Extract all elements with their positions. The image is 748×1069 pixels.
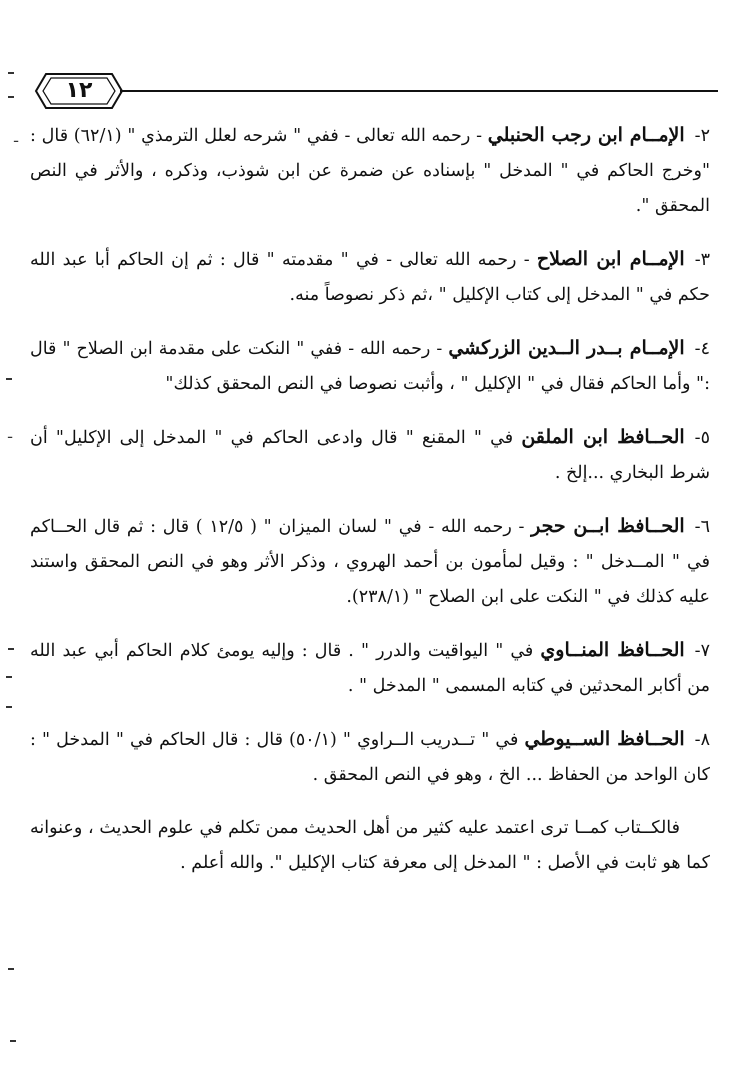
margin-mark bbox=[8, 968, 14, 970]
margin-mark bbox=[6, 378, 12, 380]
citation-paragraph-4 bbox=[30, 331, 710, 402]
item-number: ٧- bbox=[694, 641, 710, 661]
scholar-name: الحــافظ ابــن حجر bbox=[531, 515, 685, 537]
scholar-name: الحــافظ المنــاوي bbox=[540, 639, 685, 661]
citation-paragraph-6 bbox=[30, 509, 710, 615]
paragraph-text: في " اليواقيت والدرر " . قال : وإليه يومئ كلام الحاكم أبي عبد الله من أكابر المحدثين في كتابه المسمى " المدخل " . bbox=[30, 641, 710, 696]
page-content bbox=[30, 118, 710, 881]
item-number: ٣- bbox=[694, 250, 711, 270]
margin-mark bbox=[6, 676, 12, 678]
paragraph-text: - رحمه الله تعالى - ففي " شرحه لعلل الترمذي " (٦٢/١) قال : "وخرج الحاكم في " المدخل " بإسناده عن ضمرة عن ابن شوذب، وذكره ، والأثر في النص المحقق ". bbox=[30, 126, 710, 216]
item-number: ٢- bbox=[694, 126, 710, 146]
scholar-name: الحــافظ ابن الملقن bbox=[521, 426, 685, 448]
paragraph-text: - رحمه الله تعالى - في " مقدمته " قال : ثم إن الحاكم أبا عبد الله حكم في " المدخل إلى كتاب الإكليل " ،ثم ذكر نصوصاً منه. bbox=[30, 250, 710, 305]
header-rule bbox=[120, 90, 718, 92]
citation-paragraph-3 bbox=[30, 242, 710, 313]
margin-mark bbox=[8, 96, 14, 98]
conclusion-paragraph: فالكــتاب كمــا ترى اعتمد عليه كثير من أهل الحديث ممن تكلم في علوم الحديث ، وعنوانه كما هو ثابت في الأصل : " المدخل إلى معرفة كتاب الإكليل ". والله أعلم . bbox=[30, 818, 710, 873]
citation-paragraph-8 bbox=[30, 722, 710, 793]
paragraph-text: - رحمه الله - في " لسان الميزان " ( ١٢/٥ ) قال : ثم قال الحــاكم في " المــدخل " : وقيل لمأمون بن أحمد الهروي ، وذكر الأثر وهو في النص المحقق واستند عليه كذلك في " النكت على ابن الصلاح " (٢٣٨/١). bbox=[30, 517, 710, 607]
margin-mark bbox=[8, 648, 14, 650]
item-number: ٥- bbox=[694, 428, 710, 448]
paragraph-text: - رحمه الله - ففي " النكت على مقدمة ابن الصلاح " قال :" وأما الحاكم فقال في " الإكليل " ، وأثبت نصوصا في النص المحقق كذلك" bbox=[30, 339, 710, 394]
margin-mark bbox=[6, 706, 12, 708]
paragraph-text: في " المقنع " قال وادعى الحاكم في " المدخل إلى الإكليل" أن شرط البخاري ...إلخ . bbox=[30, 428, 710, 483]
item-number: ٦- bbox=[694, 517, 710, 537]
citation-paragraph-2 bbox=[30, 118, 710, 224]
margin-mark bbox=[10, 1040, 16, 1042]
margin-mark: ـ bbox=[8, 426, 13, 442]
paragraph-text: في " تــدريب الــراوي " (٥٠/١) قال : قال الحاكم في " المدخل " : كان الواحد من الحفاظ ... الخ ، وهو في النص المحقق . bbox=[30, 730, 710, 785]
scholar-name: الإمــام ابن الصلاح bbox=[536, 248, 685, 270]
scholar-name: الإمــام بــدر الــدين الزركشي bbox=[448, 337, 685, 359]
page-number: ١٢ bbox=[65, 78, 93, 103]
citation-paragraph-7 bbox=[30, 633, 710, 704]
item-number: ٤- bbox=[694, 339, 710, 359]
margin-mark: ـ bbox=[14, 130, 19, 146]
scholar-name: الحــافظ الســيوطي bbox=[524, 728, 685, 750]
scholar-name: الإمــام ابن رجب الحنبلي bbox=[487, 124, 685, 146]
margin-mark bbox=[8, 72, 14, 74]
citation-paragraph-5 bbox=[30, 420, 710, 491]
item-number: ٨- bbox=[694, 730, 710, 750]
